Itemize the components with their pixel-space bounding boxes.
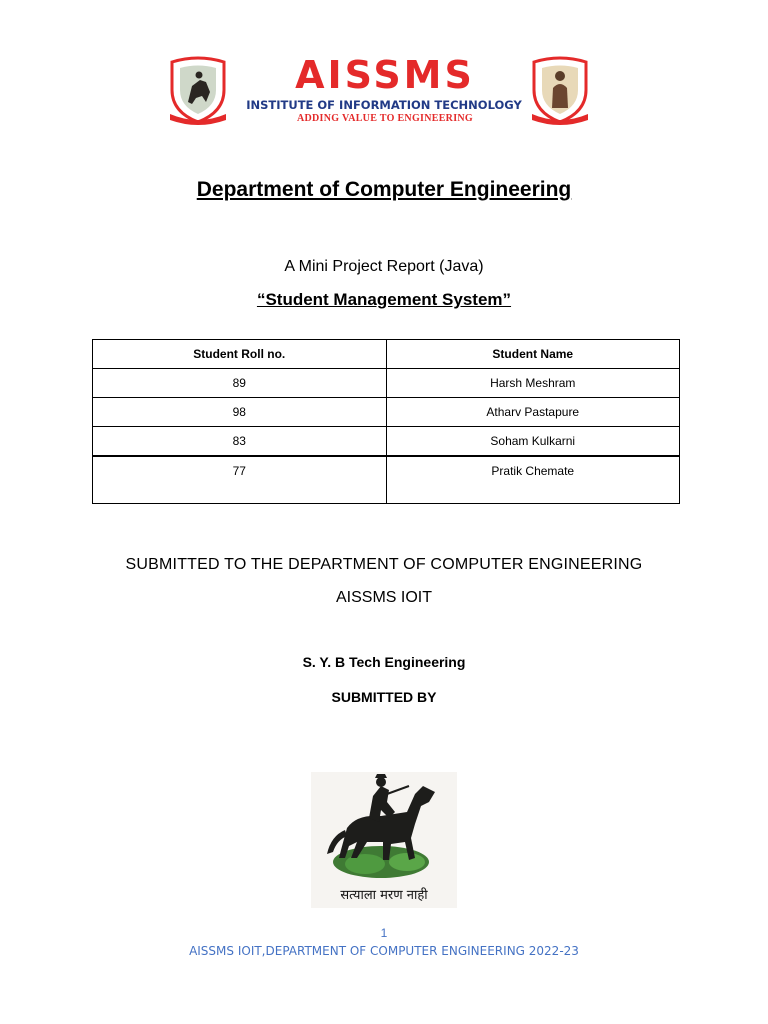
table-row (93, 456, 680, 504)
logo-tagline: ADDING VALUE TO ENGINEERING (296, 113, 473, 124)
horse-statue-emblem-icon (311, 772, 457, 908)
name-cell: Harsh Meshram (386, 369, 680, 398)
name-cell: Pratik Chemate (386, 456, 680, 504)
institute-logo (160, 52, 610, 136)
shield-emblem-icon (166, 56, 230, 126)
submitted-to-line: SUBMITTED TO THE DEPARTMENT OF COMPUTER ENGINEERING (125, 556, 643, 573)
table-row (93, 398, 680, 427)
course-line: S. Y. B Tech Engineering (302, 654, 466, 670)
department-title: Department of Computer Engineering (196, 178, 572, 201)
table-header-row (93, 340, 680, 369)
column-header-roll: Student Roll no. (93, 340, 387, 369)
roll-cell: 98 (93, 398, 387, 427)
page-number: 1 (380, 926, 388, 940)
footer-text: AISSMS IOIT,DEPARTMENT OF COMPUTER ENGINEERING 2022-23 (189, 944, 579, 958)
logo-wordmark: AISSMS (295, 53, 475, 97)
institute-name: AISSMS IOIT (335, 589, 432, 606)
column-header-name: Student Name (386, 340, 680, 369)
table-row (93, 427, 680, 457)
shield-portrait-emblem-icon (528, 56, 592, 126)
roll-cell: 89 (93, 369, 387, 398)
emblem-motto: सत्याला मरण नाही (340, 888, 428, 903)
table-row (93, 369, 680, 398)
emblem-image (311, 772, 457, 908)
roll-cell: 77 (93, 456, 387, 504)
submitted-by-heading: SUBMITTED BY (331, 689, 437, 705)
name-cell: Soham Kulkarni (386, 427, 680, 457)
report-subtitle: A Mini Project Report (Java) (284, 258, 484, 275)
project-title: “Student Management System” (256, 290, 512, 309)
student-table (92, 339, 680, 504)
name-cell: Atharv Pastapure (386, 398, 680, 427)
logo-subtitle: INSTITUTE OF INFORMATION TECHNOLOGY (246, 98, 522, 112)
roll-cell: 83 (93, 427, 387, 457)
